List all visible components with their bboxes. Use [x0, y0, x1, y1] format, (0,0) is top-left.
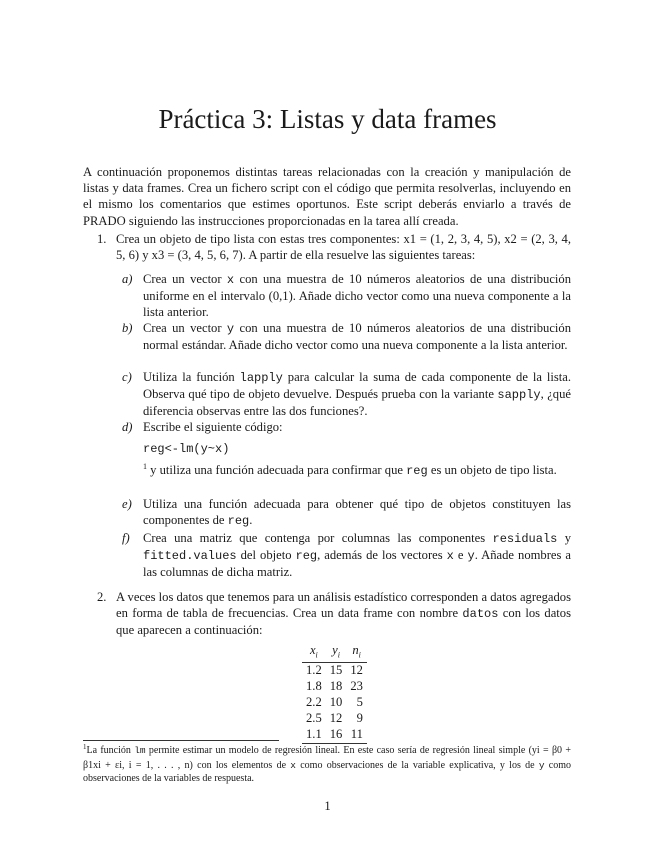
- subitem-f-text-3: del objeto: [236, 548, 296, 563]
- cell: 11: [346, 727, 367, 744]
- subitem-f-text-5: e: [453, 548, 468, 563]
- cell: 12: [329, 711, 343, 726]
- question-1-text: Crea un objeto de tipo lista con estas tres componentes: x1 = (1, 2, 3, 4, 5), x2 = (2, 3, 4, 5, 6) y x3 = (3, 4, 5, 6, 7). A partir de ella resuelve las siguientes tareas:: [116, 232, 571, 263]
- footnote-text-2: permite estimar un modelo de regresión lineal. En este caso sería de regresión lineal simple (yi = β0 + β1xi + εi, i = 1, . . . , n) con los elementos de: [83, 745, 571, 771]
- subitem-f-text-4: , además de los vectores: [317, 548, 447, 563]
- subitem-f-label: f): [122, 531, 130, 545]
- cell: 1.8: [306, 679, 322, 694]
- frequency-table: [302, 643, 367, 744]
- subitem-d-continued: [143, 462, 571, 480]
- subitem-b-label: b): [122, 321, 133, 335]
- code-x-f: x: [446, 549, 454, 564]
- subitem-d-label: d): [122, 420, 133, 434]
- footnote: [83, 744, 571, 786]
- subitem-b: [122, 320, 571, 353]
- header-yi: $y_i$: [326, 643, 347, 662]
- subitem-e: [122, 496, 571, 529]
- table-row: [302, 727, 367, 744]
- subitem-a-text-cont: con una muestra de 10 números aleatorios de una distribución uniforme en el intervalo (0,1). Añade dicho vector como una nueva componente a la lista anterior.: [143, 272, 571, 320]
- code-y-f: y: [467, 549, 475, 564]
- table-row: [302, 662, 367, 679]
- page-number: 1: [324, 799, 331, 813]
- code-reg: reg: [406, 464, 428, 478]
- subitem-a: [122, 271, 571, 321]
- subitem-e-label: e): [122, 497, 132, 511]
- code-reg-e: reg: [227, 514, 250, 529]
- question-1: [97, 231, 571, 263]
- subitem-c: [122, 369, 571, 420]
- page-title: Práctica 3: Listas y data frames: [158, 104, 497, 134]
- cell: 12: [350, 663, 363, 678]
- subitem-f-text-end: . Añade nombres a las columnas de dicha matriz.: [143, 548, 572, 580]
- subitem-d-text: Escribe el siguiente código:: [143, 420, 283, 434]
- subitem-a-text: Crea un vector: [143, 272, 227, 286]
- cell: 18: [329, 679, 343, 694]
- cell: 9: [356, 711, 363, 726]
- header-xi-sub: i: [315, 650, 318, 660]
- subitem-e-text: Utiliza una función adecuada para obtener qué tipo de objetos constituyen las componentes de: [143, 497, 571, 528]
- question-1-number: 1.: [97, 232, 107, 246]
- cell: 10: [329, 695, 343, 710]
- question-2: [97, 589, 571, 639]
- code-sapply: sapply: [497, 388, 541, 403]
- subitem-a-label: a): [122, 272, 133, 286]
- subitem-b-text: Crea un vector: [143, 321, 227, 335]
- cell: 16: [326, 727, 347, 744]
- subitem-c-text: Utiliza la función: [143, 370, 240, 384]
- header-ni-sub: i: [358, 650, 361, 660]
- subitem-d: [122, 419, 571, 435]
- subitem-b-text-cont: con una muestra de 10 números aleatorios de una distribución normal estándar. Añade dicho vector como una nueva componente a la lista anterior.: [143, 321, 571, 353]
- subitem-f: [122, 530, 572, 581]
- header-ni: $n_i$: [346, 643, 367, 662]
- subitem-e-text-end: .: [249, 513, 253, 528]
- code-snippet-reg: reg<-lm(y~x): [143, 442, 230, 456]
- question-2-text-end: con los datos que aparecen a continuación:: [116, 606, 571, 638]
- table-row: [302, 679, 367, 695]
- cell: 2.2: [306, 695, 322, 710]
- header-yi-sub: i: [337, 650, 340, 660]
- footnote-mark: 1: [83, 743, 87, 751]
- code-lapply: lapply: [239, 371, 283, 385]
- table-header-row: [302, 643, 367, 662]
- code-fitted-values: fitted.values: [143, 549, 237, 564]
- cell: 1.1: [302, 727, 326, 744]
- footnote-text: La función: [86, 745, 135, 756]
- cell: 1.2: [306, 663, 322, 678]
- cell: 23: [350, 679, 363, 694]
- table-row: [302, 711, 367, 727]
- footnote-divider: [83, 740, 279, 741]
- cell: 2.5: [306, 711, 322, 726]
- subitem-d-text-cont: y utiliza una función adecuada para confirmar que: [147, 463, 407, 477]
- footnote-text-end: como observaciones de la variables de respuesta.: [83, 759, 571, 784]
- code-residuals: residuals: [492, 532, 558, 546]
- subitem-d-text-end: es un objeto de tipo lista.: [427, 463, 557, 477]
- footnote-reference: 1: [143, 462, 147, 471]
- code-reg-f: reg: [295, 549, 318, 564]
- subitem-c-text-cont: para calcular la suma de cada componente de la lista. Observa qué tipo de objeto devuelve. Después prueba con la variante: [143, 370, 571, 402]
- code-datos: datos: [462, 607, 499, 622]
- cell: 5: [356, 695, 363, 710]
- header-xi: $x_i$: [302, 643, 326, 662]
- footnote-text-3: como observaciones de la variable explicativa, y los de: [295, 759, 539, 771]
- code-y: y: [226, 322, 235, 336]
- question-2-text: A veces los datos que tenemos para un análisis estadístico corresponden a datos agregados en forma de tabla de frecuencias. Crea un data frame con nombre: [116, 590, 571, 621]
- subitem-f-text-2: y: [557, 531, 572, 545]
- subitem-c-label: c): [122, 370, 132, 384]
- code-x-fn: x: [290, 759, 296, 771]
- subitem-f-text: Crea una matriz que contenga por columnas las componentes: [143, 531, 493, 545]
- code-y-fn: y: [538, 759, 545, 771]
- table-row: [302, 695, 367, 711]
- cell: 15: [329, 663, 343, 678]
- subitem-c-text-end: , ¿qué diferencia observas entre las dos funciones?.: [143, 387, 571, 419]
- intro-paragraph: A continuación proponemos distintas tareas relacionadas con la creación y manipulación de listas y data frames. Crea un fichero script con el código que permita resolverlas, incluyendo en el mismo los comentarios que estimes oportunos. Este script deberás enviarlo a través de PRADO siguiendo las instrucciones proporcionadas en la tarea allí creada.: [83, 165, 571, 228]
- code-lm: lm: [134, 745, 146, 756]
- code-x: x: [226, 273, 235, 287]
- question-2-number: 2.: [97, 590, 107, 604]
